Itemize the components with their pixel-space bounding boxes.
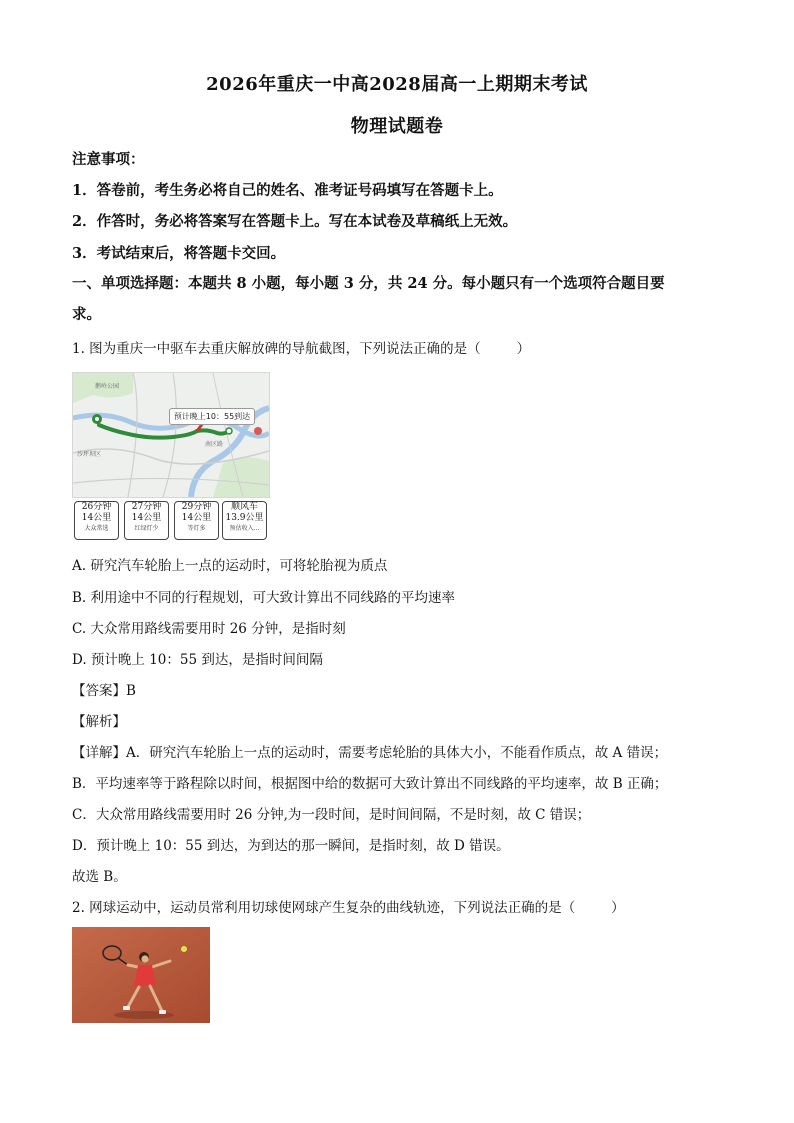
analysis-conclusion: 故选 B。 — [72, 869, 127, 885]
option-a: A. 研究汽车轮胎上一点的运动时，可将轮胎视为质点 — [72, 558, 388, 574]
navigation-map-image — [72, 372, 270, 498]
note-item: 3．考试结束后，将答题卡交回。 — [72, 245, 286, 262]
analysis-line: D．预计晚上 10：55 到达，为到达的那一瞬间，是指时刻，故 D 错误。 — [72, 838, 510, 854]
question-stem-paren: ） — [611, 900, 625, 916]
route-card — [174, 501, 219, 540]
question-stem-paren: ） — [516, 341, 531, 357]
question-stem-text: 1. 图为重庆一中驱车去重庆解放碑的导航截图，下列说法正确的是（ — [72, 341, 481, 357]
analysis-heading: 【解析】 — [72, 714, 126, 730]
route-distance: 14公里 — [81, 513, 112, 523]
exam-subtitle: 物理试题卷 — [350, 116, 444, 137]
question-2-stem — [72, 898, 625, 918]
route-time: 顺风车 — [230, 502, 258, 512]
section-heading: 一、单项选择题：本题共 8 小题，每小题 3 分，共 24 分。每小题只有一个选项符合题目要 — [72, 275, 665, 292]
route-note: 红绿灯少 — [134, 525, 159, 532]
route-time: 29分钟 — [181, 502, 212, 512]
option-d: D. 预计晚上 10：55 到达，是指时间间隔 — [72, 652, 323, 668]
question-1-stem — [72, 339, 530, 359]
route-time: 27分钟 — [131, 502, 162, 512]
route-distance: 14公里 — [131, 513, 162, 523]
tennis-player-photo — [72, 927, 210, 1023]
map-label-road: 南区路 — [205, 441, 224, 448]
option-c: C. 大众常用路线需要用时 26 分钟，是指时刻 — [72, 621, 346, 637]
map-label-park: 鹅岭公园 — [95, 383, 120, 390]
tennis-photo-graphic — [72, 927, 210, 1023]
arrival-estimate-popup: 预计晚上10：55到达 — [169, 408, 255, 425]
analysis-line: C．大众常用路线需要用时 26 分钟,为一段时间，是时间间隔，不是时刻，故 C 错误； — [72, 807, 591, 823]
analysis-line: B．平均速率等于路程除以时间，根据图中给的数据可大致计算出不同线路的平均速率，故 B 正确； — [72, 776, 668, 792]
route-note: 等灯多 — [187, 525, 206, 532]
route-card — [124, 501, 169, 540]
map-label-district: 沙坪坝区 — [77, 451, 102, 458]
answer-label: 【答案】B — [72, 683, 136, 699]
option-b: B. 利用途中不同的行程规划，可大致计算出不同线路的平均速率 — [72, 590, 456, 606]
analysis-line: 【详解】A．研究汽车轮胎上一点的运动时，需要考虑轮胎的具体大小，不能看作质点，故 A 错误； — [72, 745, 668, 761]
notes-heading: 注意事项： — [72, 151, 145, 168]
note-item: 1．答卷前，考生务必将自己的姓名、准考证号码填写在答题卡上。 — [72, 182, 503, 199]
route-card — [222, 501, 267, 540]
route-note: 大众常选 — [84, 525, 109, 532]
route-distance: 14公里 — [181, 513, 212, 523]
note-item: 2．作答时，务必将答案写在答题卡上。写在本试卷及草稿纸上无效。 — [72, 213, 518, 230]
question-stem-text: 2. 网球运动中，运动员常利用切球使网球产生复杂的曲线轨迹，下列说法正确的是（ — [72, 900, 576, 916]
route-time: 26分钟 — [81, 502, 112, 512]
map-graphic — [73, 373, 269, 497]
route-card — [74, 501, 119, 540]
route-distance: 13.9公里 — [225, 513, 264, 523]
exam-title: 2026年重庆一中高2028届高一上期期末考试 — [206, 74, 588, 95]
route-note: 预估收入... — [229, 525, 260, 532]
section-heading-cont: 求。 — [72, 306, 101, 323]
